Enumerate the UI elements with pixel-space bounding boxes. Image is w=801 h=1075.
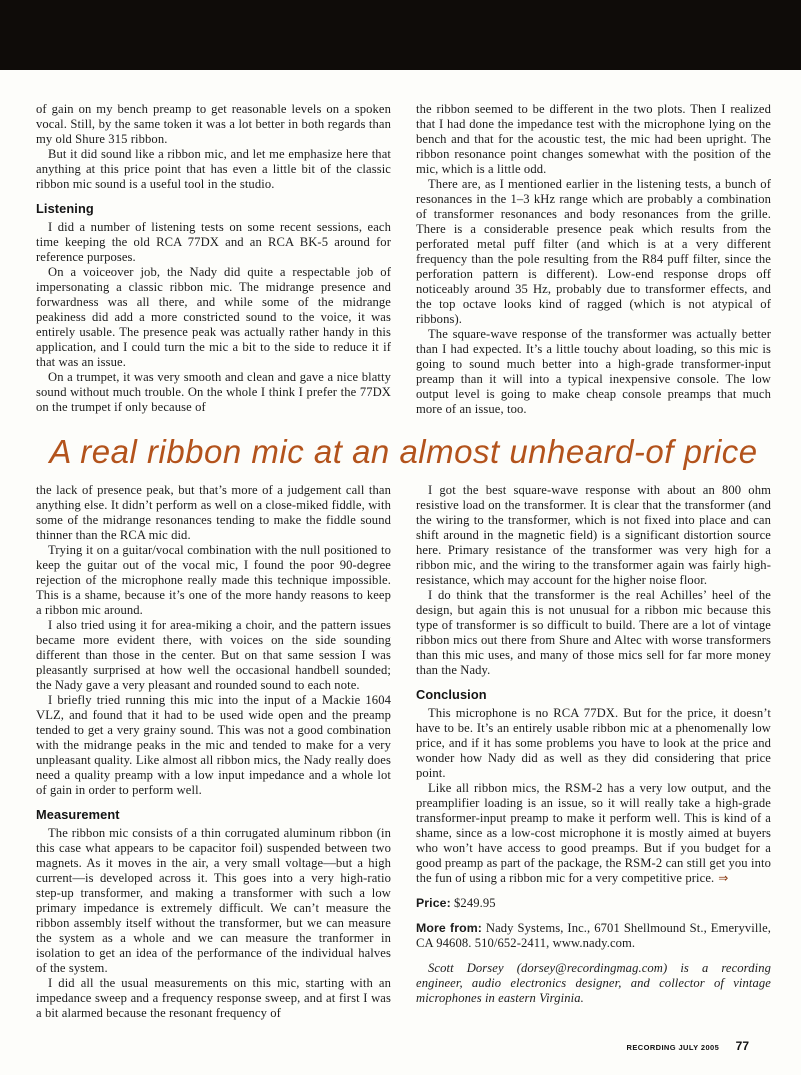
page-footer — [627, 1037, 749, 1055]
paragraph: the ribbon seemed to be different in the two plots. Then I realized that I had done the impedance test with the microphone lying on the bench and that for the acoustic test, the mic had been upright. The ribbon resonance point changes somewhat with the position of the mic, which is a little odd. — [416, 102, 771, 176]
paragraph: But it did sound like a ribbon mic, and let me emphasize here that anything at this price point that has even a little bit of the classic ribbon mic sound is a useful tool in the studio. — [36, 147, 391, 191]
end-of-article-mark-icon: ⇒ — [718, 871, 729, 885]
paragraph-lead: Price: — [416, 896, 451, 910]
section-heading: Conclusion — [416, 687, 487, 702]
column-top-right — [416, 102, 771, 417]
column-bottom-right — [416, 483, 771, 1021]
article-headline: A real ribbon mic at an almost unheard-of price — [49, 433, 758, 470]
paragraph: I do think that the transformer is the real Achilles’ heel of the design, but again this is not unusual for a ribbon mic because this type of transformer is so difficult to build. There are a lot of vintage ribbon mics out there from Shure and Altec with worse transformers than this mic uses, and many of those mics sell for far more money than the Nady. — [416, 588, 771, 677]
paragraph: On a trumpet, it was very smooth and clean and gave a nice blatty sound without much trouble. On the whole I think I prefer the 77DX on the trumpet if only because of — [36, 370, 391, 414]
paragraph: I did a number of listening tests on some recent sessions, each time keeping the old RCA 77DX and an RCA BK-5 around for reference purposes. — [36, 220, 391, 264]
paragraph: Trying it on a guitar/vocal combination with the null positioned to keep the guitar out of the vocal mic, I found the poor 90-degree rejection of the microphone really made this technique impossible. This is a shame, because it’s one of the more handy reasons to keep a ribbon mic around. — [36, 543, 391, 617]
price-line: Price: $249.95 — [416, 896, 496, 910]
paragraph: This microphone is no RCA 77DX. But for the price, it doesn’t have to be. It’s an entirely usable ribbon mic at a phenomenally low price, and if it has some problems you have to look at the price and wonder how Nady did as well as they did considering that price point. — [416, 706, 771, 780]
magazine-name-date: RECORDING JULY 2005 — [626, 1043, 720, 1052]
paragraph-lead: More from: — [416, 921, 482, 935]
paragraph: Like all ribbon mics, the RSM-2 has a very low output, and the preamplifier loading is an issue, so it will really take a high-grade transformer-input preamp to make it perform well. This is kind of a shame, since as a low-cost microphone it is mostly aimed at buyers who won’t have access to good preamps. But if you budget for a good preamp as part of the package, the RSM-2 can still get you into the fun of using a ribbon mic for a very competitive price. ⇒ — [416, 781, 771, 885]
paragraph: The ribbon mic consists of a thin corrugated aluminum ribbon (in this case what appears to be capacitor foil) suspended between two magnets. As it moves in the air, a very small voltage—but a high current—is developed across it. This goes into a very high-ratio step-up transformer, and making a transformer with such a low primary impedance is extremely difficult. We can’t measure the ribbon assembly itself without the transformer, but we can measure the system as a whole and we can measure the tranformer in isolation to get an idea of the performance of the individual halves of the system. — [36, 826, 391, 975]
paragraph: On a voiceover job, the Nady did quite a respectable job of impersonating a classic ribbon mic. The midrange presence and forwardness was all there, and while some of the midrange peakiness did add a more constricted sound to the voice, it was entirely usable. The presence peak was actually rather handy in this application, and I could turn the mic a bit to the side to reduce it if that was an issue. — [36, 265, 391, 369]
paragraph: I did all the usual measurements on this mic, starting with an impedance sweep and a frequency response sweep, and at first I was a bit alarmed because the resonant frequency of — [36, 976, 391, 1020]
paragraph: the lack of presence peak, but that’s more of a judgement call than anything else. It didn’t perform as well on a close-miked fiddle, with some of the midrange resonances tending to make the fiddle sound thinner than the RCA mic did. — [36, 483, 391, 542]
page-number: 77 — [735, 1039, 749, 1053]
paragraph: I briefly tried running this mic into the input of a Mackie 1604 VLZ, and found that it had to be used wide open and the preamp tended to get a very grainy sound. This was not a good combination with the midrange peaks in the mic and tended to make for a very unpleasant quality. Like almost all ribbon mics, the Nady really does need a quality preamp with a low input impedance and a whole lot of gain in order to perform well. — [36, 693, 391, 797]
paragraph: The square-wave response of the transformer was actually better than I had expected. It’s a little touchy about loading, so this mic is going to sound much better into a high-grade transformer-input preamp than it will into a typical inexpensive console. The low output level is going to make cheap console preamps that much more of an issue, too. — [416, 327, 771, 416]
author-bio: Scott Dorsey (dorsey@recordingmag.com) is a recording engineer, audio electronics designer, and collector of vintage microphones in eastern Virginia. — [416, 961, 771, 1005]
paragraph: I got the best square-wave response with about an 800 ohm resistive load on the transformer. It is clear that the transformer (and the wiring to the transformer, which is not fixed into place and can shift around in the magnetic field) is a significant distortion source here. Primary resistance of the transformer was very high for a ribbon mic, and the wiring to the transformer again was fairly high-resistance, which may account for the higher noise floor. — [416, 483, 771, 587]
article-top-section — [36, 102, 771, 417]
paragraph: There are, as I mentioned earlier in the listening tests, a bunch of resonances in the 1–3 kHz range which are probably a combination of transformer resonances and body resonances from the grille. There is a considerable presence peak which results from the perforated metal puff filter (and which is at a very different frequency than the pole resulting from the R84 puff filter, since the perforation pattern is different). Low-end response drops off noticeably around 35 Hz, probably due to transformer effects, and the top octave looks kind of ragged (which is not atypical of ribbons). — [416, 177, 771, 326]
paragraph: I also tried using it for area-miking a choir, and the pattern issues became more evident there, with voices on the side sounding different than those in the center. But on that same session I was pleasantly surprised at how well the occasional handbell sounded; the Nady gave a very pleasant and rounded sound to each note. — [36, 618, 391, 692]
section-heading: Listening — [36, 201, 94, 216]
scan-edge-top-bar — [0, 0, 801, 70]
contact-line: More from: Nady Systems, Inc., 6701 Shellmound St., Emeryville, CA 94608. 510/652-2411, www.nady.com. — [416, 921, 772, 950]
paragraph: of gain on my bench preamp to get reasonable levels on a spoken vocal. Still, by the same token it was a lot better in both regards than my old Shure 315 ribbon. — [36, 102, 391, 146]
article-bottom-section — [36, 483, 771, 1021]
magazine-page — [0, 70, 801, 1075]
column-top-left — [36, 102, 391, 417]
section-heading: Measurement — [36, 807, 120, 822]
column-bottom-left — [36, 483, 391, 1021]
